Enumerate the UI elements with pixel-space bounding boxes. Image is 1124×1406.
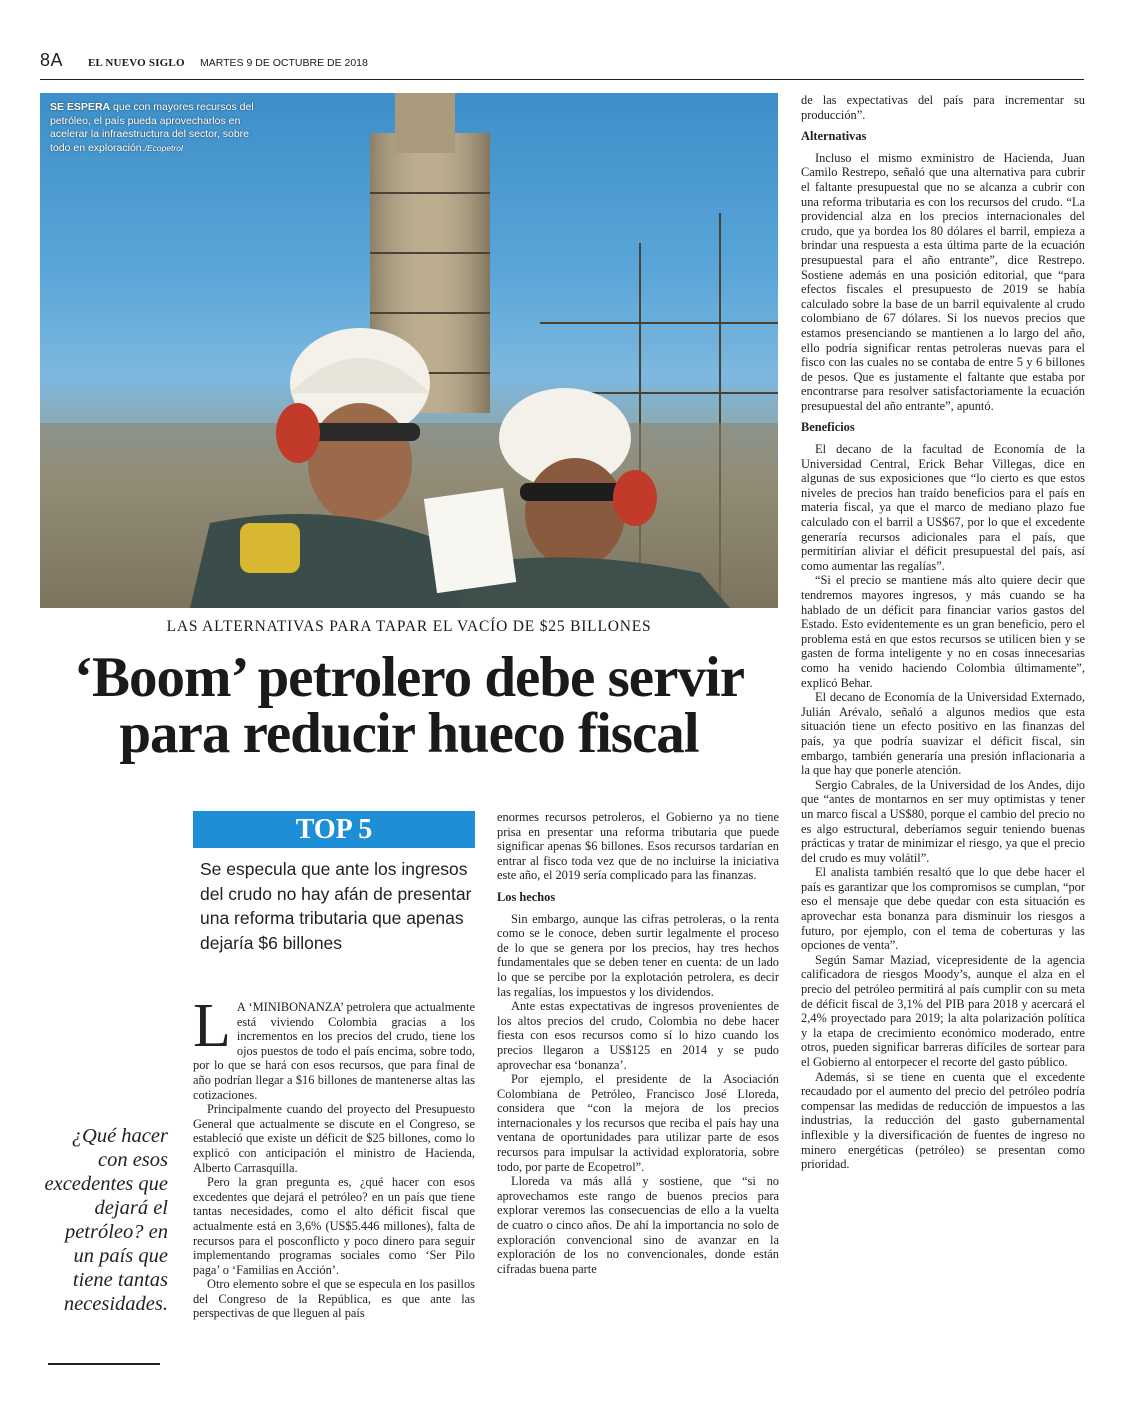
pull-quote-rule [48,1363,160,1365]
paragraph-text: A ‘MINIBONANZA’ petrolera que actualmente está viviendo Colombia gracias a los incrementos en los precios del crudo, tiene los ojos puestos de todo el país encima, sobre todo, por lo que se hará con esos recursos, que para final de año podrían llegar a $16 billones de mantenerse altas las cotizaciones. [193,1000,475,1102]
subhead-alternativas: Alternativas [801,129,867,144]
article-kicker: LAS ALTERNATIVAS PARA TAPAR EL VACÍO DE $25 BILLONES [166,618,652,635]
page-header [40,50,1084,80]
paragraph: Principalmente cuando del proyecto del Presupuesto General que actualmente se discute en el Congreso, se estableció que existe un déficit de $25 billones, como lo explicó con anticipación el ministro de Hacienda, Alberto Carrasquilla. [193,1102,475,1175]
photo-credit: /Ecopetrol [144,142,183,153]
paragraph: Lloreda va más allá y sostiene, que “si no aprovechamos este rango de buenos precios para explorar veremos las consecuencias de ello a la vuelta de cuatro o cinco años. De ahí la importancia no solo de exploración convencional sino de avanzar en la exploración de los no convencionales, donde están cifradas buena parte [497,1174,779,1276]
paragraph: enormes recursos petroleros, el Gobierno ya no tiene prisa en presentar una reforma tributaria que puede significar apenas $6 billones. Esos recursos tardarían en entrar al fisco toda vez que de no incluirse la iniciativa este año, el 2019 sería complicado para las finanzas. [497,810,779,883]
dateline: MARTES 9 DE OCTUBRE DE 2018 [200,57,368,69]
paragraph: El decano de Economía de la Universidad Externado, Julián Arévalo, señaló a algunos medios que esta situación tiene un efecto positivo en las finanzas del país, ya que podría suavizar el déficit fiscal, sin embargo, también generaría una presión inflacionaria a la que hay que ponerle atención. [801,690,1085,778]
paragraph [193,992,475,1102]
caption-lead: SE ESPERA [50,101,111,113]
paragraph: “Si el precio se mantiene más alto quiere decir que tendremos mayores ingresos, y más cuando se ha hablado de un déficit para financiar varios gastos del Estado. Esto evidentemente es un gran beneficio, pero el problema está en que estos recursos se utilicen bien y se gasten de forma inteligente y no en cosas innecesarias como ha venido haciendo Colombia últimamente”, explicó Behar. [801,573,1085,690]
paragraph: El analista también resaltó que lo que debe hacer el país es garantizar que los compromisos se cumplan, “por eso el mensaje que debe quedar con esta situación es aprovechar esta bonanza para disminuir los riesgos a futuro, por ejemplo, con el tema de coberturas y las opciones de venta”. [801,865,1085,953]
paragraph: Según Samar Maziad, vicepresidente de la agencia calificadora de riesgos Moody’s, aunque el alza en el precio del petróleo permitirá al país cumplir con su meta de déficit fiscal de 3,1% del PIB para 2018 y acercará el 2,4% proyectado para 2019; la alta polarización política y la etapa de crecimiento económico moderado, entre otros, pueden significar barreras difíciles de sortear para el Gobierno al entorpecer el recorte del gasto público. [801,952,1085,1069]
headline-line-2: para reducir hueco fiscal [119,702,699,765]
article-headline [40,646,778,765]
paragraph: Además, si se tiene en cuenta que el excedente recaudado por el aumento del precio del petróleo podría compensar las medidas de reducción de impuestos a las industrias, la reducción del gasto gubernamental inflexible y la diversificación de fuentes de ingreso no minero energéticas (petróleo) se presentan como prioridad. [801,1069,1085,1172]
paragraph: Sin embargo, aunque las cifras petroleras, o la renta como se le conoce, deben surtir legalmente el proceso de lo que se genera por los precios, hay tres hechos fundamentales que se deben tener en cuenta: de un lado lo que se percibe por la explotación petrolera, es decir las regalías, los impuestos y los dividendos. [497,911,779,999]
body-column-2 [497,810,779,1276]
lead-photo [40,93,778,608]
body-column-1 [193,992,475,1321]
headline-line-1: ‘Boom’ petrolero debe servir [73,646,745,709]
top5-banner: TOP 5 [193,811,475,848]
article-summary: Se especula que ante los ingresos del crudo no hay afán de presentar una reforma tributaria que apenas dejaría $6 billones [200,859,472,953]
page-number: 8A [40,50,64,70]
caption-text: que con mayores recursos del petróleo, el país pueda aprovecharlos en acelerar la infraestructura del sector, sobre todo en exploración. [50,101,254,154]
photo-caption [50,101,260,155]
subhead-beneficios: Beneficios [801,420,855,435]
paragraph: Sergio Cabrales, de la Universidad de los Andes, dijo que “antes de montarnos en ser muy optimistas y tener un marco fiscal a US$80, porque el cambio del precio no es algo estructural, deberíamos seguir teniendo buenas prácticas y tratar de minimizar el riesgo, ya que el precio del crudo es muy volátil”. [801,777,1085,865]
subhead-los-hechos: Los hechos [497,889,556,904]
oil-workers-illustration [40,93,778,608]
paragraph: Ante estas expectativas de ingresos provenientes de los altos precios del crudo, Colombia no debe hacer fiesta con esos recursos como sí lo hizo cuando los precios llegaron a US$125 en 2014 y se pudo aprovechar esa ‘bonanza’. [497,999,779,1072]
paragraph: Pero la gran pregunta es, ¿qué hacer con esos excedentes que dejará el petróleo? en un país que tiene tantas necesidades, como el alto déficit fiscal que actualmente está en 3,6% (US$5.446 millones), falta de recursos para el posconflicto y poco dinero para seguir implementando programas sociales como ‘Ser Pilo paga’ o ‘Familias en Acción’. [193,1175,475,1277]
paragraph: El decano de la facultad de Economía de la Universidad Central, Erick Behar Villegas, dice en algunas de sus exposiciones que “lo cierto es que estos niveles de precios han traído beneficios para el país en materia fiscal, ya que el marco de mediano plazo fue calculado con el barril a US$67, por lo que el excedente generaría recursos adicionales para el país, que permitirían aliviar el déficit presupuestal del país, así como aumentar las regalías”. [801,442,1085,573]
pull-quote: ¿Qué hacer con esos excedentes que dejará el petróleo? en un país que tiene tantas necesidades. [44,1125,168,1315]
masthead: EL NUEVO SIGLO [88,57,185,69]
paragraph: Otro elemento sobre el que se especula en los pasillos del Congreso de la República, es que ante las perspectivas de que lleguen al país [193,1277,475,1321]
paragraph: Por ejemplo, el presidente de la Asociación Colombiana de Petróleo, Francisco José Lloreda, considera que “con la mejora de los precios internacionales y los recursos que reciba el país hay una ventana de oportunidades para utilizar parte de esos recursos para impulsar la actividad exploratoria, sobre todo, por parte de Ecopetrol”. [497,1072,779,1174]
paragraph: de las expectativas del país para incrementar su producción”. [801,93,1085,122]
paragraph: Incluso el mismo exministro de Hacienda, Juan Camilo Restrepo, señaló que una alternativa para cubrir el faltante presupuestal que no se alcanza a cubrir con una reforma tributaria es con los recursos del crudo. “La providencial alza en los precios internacionales del crudo, que ya bordea los 80 dólares el barril, empieza a brindar una respuesta a esta última parte de la ecuación presupuestal para el año entrante”, dice Restrepo. Sostiene además en una posición editorial, que “para efectos fiscales el presupuesto de 2019 se había calculado sobre la base de un barril equivalente al crudo colombiano de 67 dólares. Si los nuevos precios que estamos presenciando se mantienen a lo largo del año, ello podría significar rentas petroleras nuevas para el fisco con las cuales no se contaba de entre 5 y 6 billones de pesos. Que es justamente el faltante que estaba por encontrarse para resolver satisfactoriamente la ecuación presupuestal del año entrante”, apuntó. [801,150,1085,413]
dropcap: L [193,992,231,1060]
body-column-3 [801,93,1085,1172]
